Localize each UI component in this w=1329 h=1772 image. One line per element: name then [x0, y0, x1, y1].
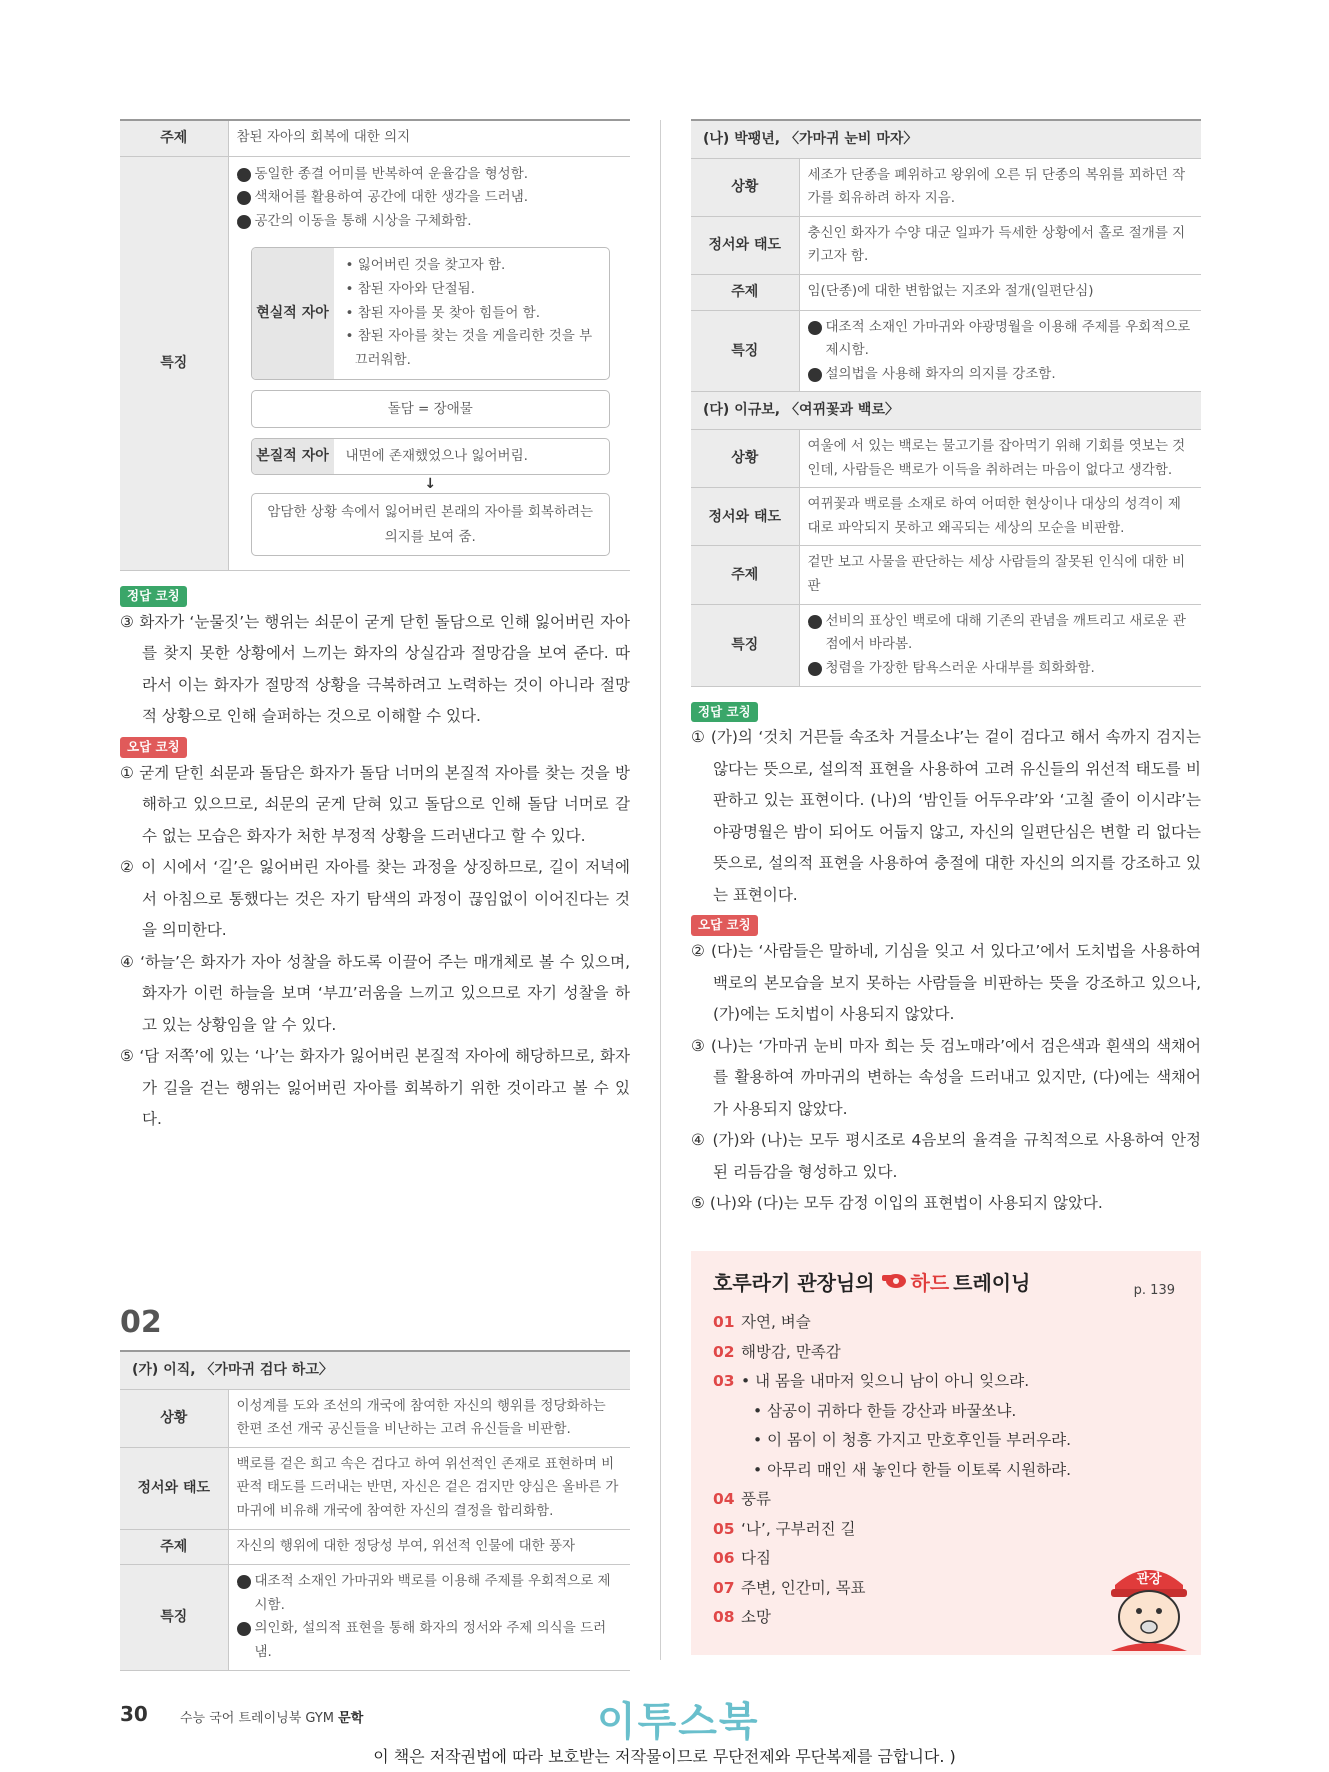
list-item: 04 풍류 — [713, 1490, 771, 1508]
row-value: 충신인 화자가 수양 대군 일파가 득세한 상황에서 홀로 절개를 지키고자 함. — [799, 216, 1201, 274]
svg-text:관장: 관장 — [1136, 1572, 1162, 1587]
answer-paragraph: ② (다)는 ‘사람들은 말하네, 기심을 잊고 서 있다고’에서 도치법을 사용하여 백로의 본모습을 보지 못하는 사람들을 비판하는 뜻을 강조하고 있으나, (가)에는 도치법이 사용되지 않았다. — [691, 942, 1201, 1023]
row-key: 정서와 태도 — [691, 488, 799, 546]
real-self-item: • 참된 자아를 찾는 것을 게을리한 것을 부끄러워함. — [345, 328, 593, 368]
row-value: 1 대조적 소재인 가마귀와 야광명월을 이용해 주제를 우회적으로 제시함. 2 설의법을 사용해 화자의 의지를 강조함. — [799, 310, 1201, 392]
conclusion-box: 암담한 상황 속에서 잃어버린 본래의 자아를 회복하려는 의지를 보여 줌. — [251, 493, 611, 556]
row-key: 주제 — [691, 546, 799, 604]
true-self-box — [251, 438, 611, 476]
list-subitem: • 이 몸이 이 청흥 가지고 만호후인들 부러우랴. — [753, 1431, 1072, 1449]
row-key: 정서와 태도 — [120, 1447, 228, 1529]
wrong-coaching-badge: 오답 코칭 — [691, 915, 758, 936]
real-self-label: 현실적 자아 — [252, 248, 334, 378]
feature-item: 설의법을 사용해 화자의 의지를 강조함. — [825, 365, 1056, 382]
question-number: 02 — [120, 1305, 162, 1340]
coach-mascot-icon — [1101, 1555, 1197, 1655]
row-value: 세조가 단종을 폐위하고 왕위에 오른 뒤 단종의 복위를 꾀하던 작가를 회유하려 하자 지음. — [799, 158, 1201, 216]
theme-value: 참된 자아의 회복에 대한 의지 — [228, 120, 630, 156]
real-self-item: • 참된 자아를 못 찾아 힘들어 함. — [345, 304, 540, 321]
list-item: 07 주변, 인간미, 목표 — [713, 1578, 866, 1597]
na-da-table — [691, 119, 1201, 687]
feature-key: 특징 — [120, 156, 228, 571]
feature-item: 대조적 소재인 가마귀와 야광명월을 이용해 주제를 우회적으로 제시함. — [825, 318, 1191, 359]
feature-item: 의인화, 설의적 표현을 통해 화자의 정서와 주제 의식을 드러냄. — [254, 1620, 607, 1660]
page-reference: p. 139 — [1133, 1283, 1175, 1298]
feature-item: 3 공간의 이동을 통해 시상을 구체화함. — [231, 212, 472, 229]
row-value: 이성계를 도와 조선의 개국에 참여한 자신의 행위를 정당화하는 한편 조선 개국 공신들을 비난하는 고려 유신들을 비판함. — [228, 1389, 630, 1447]
true-self-text: 내면에 존재했었으나 잃어버림. — [345, 447, 528, 464]
list-item: 05 ‘나’, 구부러진 길 — [713, 1519, 856, 1538]
row-key: 상황 — [120, 1389, 228, 1447]
wrong-coaching-badge: 오답 코칭 — [120, 737, 187, 758]
row-value: 여울에 서 있는 백로는 물고기를 잡아먹기 위해 기회를 엿보는 것인데, 사람들은 백로가 이득을 취하려는 마음이 없다고 생각함. — [799, 429, 1201, 487]
list-item: 03 • 내 몸을 내마저 잊으니 남이 아니 잊으랴. — [713, 1372, 1030, 1390]
ga-title: (가) 이직, 〈가마귀 검다 하고〉 — [120, 1351, 630, 1389]
row-key: 상황 — [691, 429, 799, 487]
list-subitem: • 아무리 매인 새 놓인다 한들 이토록 시원하랴. — [753, 1460, 1072, 1479]
ga-table — [120, 1350, 630, 1671]
row-value: 여뀌꽃과 백로를 소재로 하여 어떠한 현상이나 대상의 성격이 제대로 파악되지 못하고 왜곡되는 세상의 모순을 비판함. — [799, 488, 1201, 546]
list-item: 02 해방감, 만족감 — [713, 1342, 841, 1361]
feature-item: 선비의 표상인 백로에 대해 기존의 관념을 깨트리고 새로운 관점에서 바라봄. — [825, 612, 1186, 653]
hard-training-box — [691, 1251, 1201, 1655]
list-item: 08 소망 — [713, 1608, 771, 1626]
feature-item: 대조적 소재인 가마귀와 백로를 이용해 주제를 우회적으로 제시함. — [254, 1573, 611, 1613]
publisher-watermark: 이투스북 — [597, 1699, 760, 1745]
real-self-item: • 잃어버린 것을 찾고자 함. — [345, 257, 506, 274]
feature-item: 청렴을 가장한 탐욕스러운 사대부를 희화화함. — [825, 659, 1095, 676]
real-self-box — [251, 247, 611, 379]
list-subitem: • 삼공이 귀하다 한들 강산과 바꿀쏘냐. — [753, 1401, 1017, 1420]
answer-paragraph: ⑤ (나)와 (다)는 모두 감정 이입의 표현법이 사용되지 않았다. — [691, 1194, 1103, 1212]
row-key: 특징 — [120, 1565, 228, 1671]
row-value: 1 선비의 표상인 백로에 대해 기존의 관념을 깨트리고 새로운 관점에서 바라봄. 2 청렴을 가장한 탐욕스러운 사대부를 희화화함. — [799, 604, 1201, 686]
feature-item: 1 동일한 종결 어미를 반복하여 운율감을 형성함. — [231, 165, 529, 182]
left-column — [120, 119, 630, 1660]
whistle-icon — [881, 1270, 907, 1294]
page-number: 30 — [120, 1702, 148, 1726]
row-value: 임(단종)에 대한 변함없는 지조와 절개(일편단심) — [799, 275, 1201, 311]
row-key: 정서와 태도 — [691, 216, 799, 274]
feature-cell — [228, 156, 630, 571]
right-column — [691, 119, 1201, 1626]
left-answer — [120, 585, 630, 1136]
correct-coaching-badge: 정답 코칭 — [691, 702, 758, 723]
section-02 — [120, 1305, 630, 1671]
self-diagram — [251, 247, 611, 556]
row-key: 주제 — [120, 1529, 228, 1565]
real-self-item: • 참된 자아와 단절됨. — [345, 281, 475, 297]
down-arrow-icon: ↓ — [424, 476, 437, 493]
row-value: 1 대조적 소재인 가마귀와 백로를 이용해 주제를 우회적으로 제시함. 2 의인화, 설의적 표현을 통해 화자의 정서와 주제 의식을 드러냄. — [228, 1565, 630, 1671]
true-self-label: 본질적 자아 — [252, 439, 334, 475]
copyright-notice: 이 책은 저작권법에 따라 보호받는 저작물이므로 무단전제와 무단복제를 금합니다. ) — [373, 1747, 956, 1766]
row-key: 주제 — [691, 275, 799, 311]
book-title: 수능 국어 트레이닝북 GYM 문학 — [180, 1711, 364, 1726]
answer-paragraph: ④ (가)와 (나)는 모두 평시조로 4음보의 율격을 규칙적으로 사용하여 안정된 리듬감을 형성하고 있다. — [691, 1131, 1201, 1181]
answer-paragraph: ① 굳게 닫힌 쇠문과 돌담은 화자가 돌담 너머의 본질적 자아를 찾는 것을 방해하고 있으므로, 쇠문의 굳게 닫혀 있고 돌담으로 인해 돌담 너머로 갈 수 없는 모습은 화자가 처한 부정적 상황을 드러낸다고 할 수 있다. — [120, 763, 630, 845]
answer-paragraph: ④ ‘하늘’은 화자가 자아 성찰을 하도록 이끌어 주는 매개체로 볼 수 있으며, 화자가 이런 하늘을 보며 ‘부끄’러움을 느끼고 있으므로 자기 성찰을 하고 있는 상황임을 알 수 있다. — [120, 952, 630, 1034]
correct-coaching-badge: 정답 코칭 — [120, 586, 187, 607]
row-key: 특징 — [691, 604, 799, 686]
answer-paragraph: ③ 화자가 ‘눈물짓’는 행위는 쇠문이 굳게 닫힌 돌담으로 인해 잃어버린 자아를 찾지 못한 상황에서 느끼는 화자의 상실감과 절망감을 보여 준다. 따라서 이는 화자가 절망적 상황을 극복하려고 노력하는 것이 아니라 절망적 상황으로 인해 슬퍼하는 것으로 이해할 수 있다. — [120, 612, 630, 726]
row-value: 백로를 겉은 희고 속은 검다고 하여 위선적인 존재로 표현하며 비판적 태도를 드러내는 반면, 자신은 겉은 검지만 양심은 올바른 가마귀에 비유해 개국에 참여한 자신의 결정을 합리화함. — [228, 1447, 630, 1529]
feature-item: 2 색채어를 활용하여 공간에 대한 생각을 드러냄. — [231, 189, 529, 206]
wall-box: 돌담 = 장애물 — [251, 390, 611, 428]
poem-info-table — [120, 119, 630, 571]
training-title: 호루라기 관장님의 하드 트레이닝 — [713, 1271, 1031, 1295]
row-value: 자신의 행위에 대한 정당성 부여, 위선적 인물에 대한 풍자 — [228, 1529, 630, 1565]
answer-paragraph: ① (가)의 ‘것치 거믄들 속조차 거믈소냐’는 겉이 검다고 해서 속까지 검지는 않다는 뜻으로, 설의적 표현을 사용하여 고려 유신들의 위선적 태도를 비판하고 있는 표현이다. (나)의 ‘밤인들 어두우랴’와 ‘고칠 줄이 이시랴’는 야광명월은 밤이 되어도 어둡지 않고, 자신의 일편단심은 변할 리 없다는 뜻으로, 설의적 표현을 사용하여 충절에 대한 자신의 의지를 강조하고 있는 표현이다. — [691, 728, 1201, 904]
row-key: 상황 — [691, 158, 799, 216]
theme-key: 주제 — [120, 120, 228, 156]
answer-paragraph: ② 이 시에서 ‘길’은 잃어버린 자아를 찾는 과정을 상징하므로, 길이 저녁에서 아침으로 통했다는 것은 자기 탐색의 과정이 끊임없이 이어진다는 것을 의미한다. — [120, 858, 630, 940]
row-value: 겉만 보고 사물을 판단하는 세상 사람들의 잘못된 인식에 대한 비판 — [799, 546, 1201, 604]
answer-paragraph: ⑤ ‘담 저쪽’에 있는 ‘나’는 화자가 잃어버린 본질적 자아에 해당하므로, 화자가 길을 걷는 행위는 잃어버린 자아를 회복하기 위한 것이라고 볼 수 있다. — [120, 1047, 630, 1129]
na-title: (나) 박팽년, 〈가마귀 눈비 마자〉 — [691, 120, 1201, 158]
da-title: (다) 이규보, 〈여뀌꽃과 백로〉 — [691, 392, 1201, 430]
row-key: 특징 — [691, 310, 799, 392]
column-divider — [660, 120, 661, 1660]
right-answer — [691, 701, 1201, 1220]
list-item: 06 다짐 — [713, 1549, 771, 1567]
list-item: 01 자연, 벼슬 — [713, 1313, 811, 1331]
answer-paragraph: ③ (나)는 ‘가마귀 눈비 마자 희는 듯 검노매라’에서 검은색과 흰색의 색채어를 활용하여 까마귀의 변하는 속성을 드러내고 있지만, (다)에는 색채어가 사용되지 않았다. — [691, 1036, 1201, 1118]
